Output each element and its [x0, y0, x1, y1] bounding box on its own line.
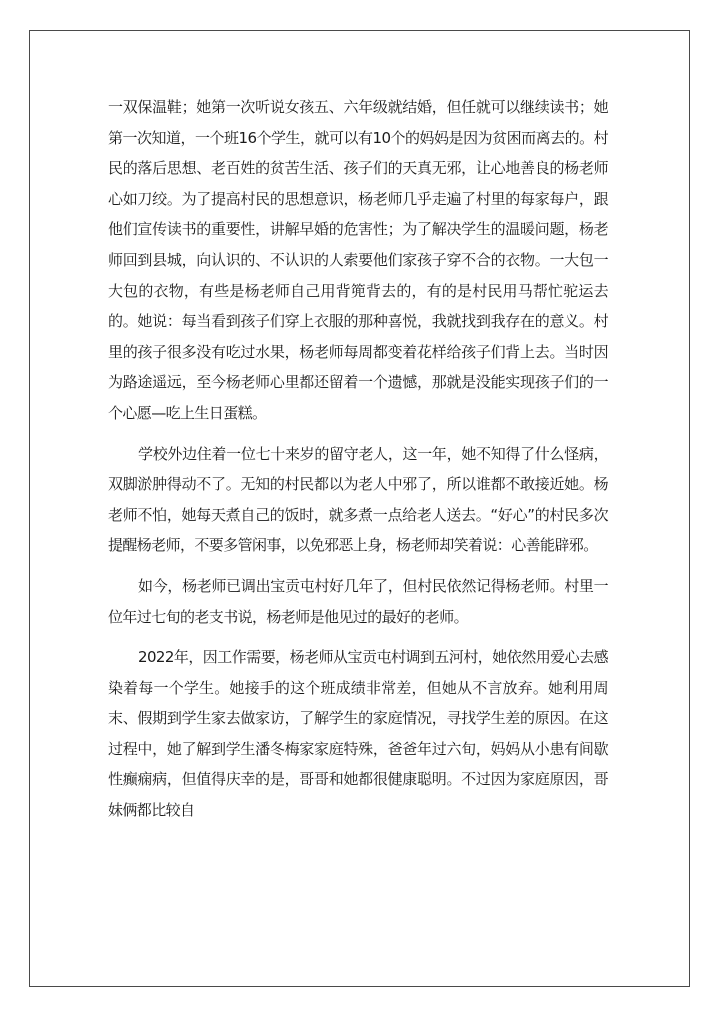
document-body	[108, 92, 608, 836]
paragraph-2: 学校外边住着一位七十来岁的留守老人，这一年，她不知得了什么怪病，双脚淤肿得动不了。无知的村民都以为老人中邪了，所以谁都不敢接近她。杨老师不怕，她每天煮自己的饭时，就多煮一点给老人送去。“好心”的村民多次提醒杨老师，不要多管闲事，以免邪恶上身，杨老师却笑着说：心善能辟邪。	[108, 444, 608, 555]
paragraph-4: 2022年，因工作需要，杨老师从宝贡屯村调到五河村，她依然用爱心去感染着每一个学生。她接手的这个班成绩非常差，但她从不言放弃。她利用周末、假期到学生家去做家访，了解学生的家庭情况，寻找学生差的原因。在这过程中，她了解到学生潘冬梅家家庭特殊，爸爸年过六旬，妈妈从小患有间歇性癫痫病，但值得庆幸的是，哥哥和她都很健康聪明。不过因为家庭原因，哥妹俩都比较自	[108, 648, 608, 820]
paragraph-3: 如今，杨老师已调出宝贡屯村好几年了，但村民依然记得杨老师。村里一位年过七旬的老支书说，杨老师是他见过的最好的老师。	[108, 576, 608, 626]
paragraph-1: 一双保温鞋；她第一次听说女孩五、六年级就结婚，但任就可以继续读书；她第一次知道，一个班16个学生，就可以有10个的妈妈是因为贫困而离去的。村民的落后思想、老百姓的贫苦生活、孩子们的天真无邪，让心地善良的杨老师心如刀绞。为了提高村民的思想意识，杨老师几乎走遍了村里的每家每户，跟他们宣传读书的重要性，讲解早婚的危害性；为了解决学生的温暖问题，杨老师回到县城，向认识的、不认识的人索要他们家孩子穿不合的衣物。一大包一大包的衣物，有些是杨老师自己用背篼背去的，有的是村民用马帮忙驼运去的。她说：每当看到孩子们穿上衣服的那种喜悦，我就找到我存在的意义。村里的孩子很多没有吃过水果，杨老师每周都变着花样给孩子们背上去。当时因为路途遥远，至今杨老师心里都还留着一个遗憾，那就是没能实现孩子们的一个心愿—吃上生日蛋糕。	[108, 98, 608, 422]
